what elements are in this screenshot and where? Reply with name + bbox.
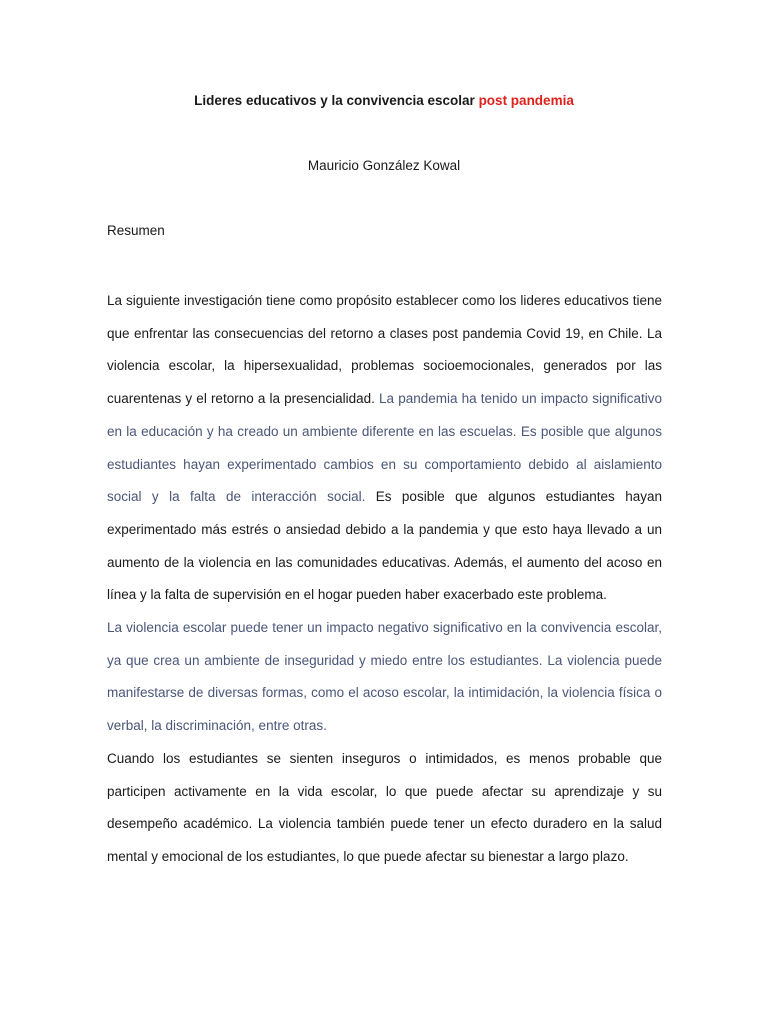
paragraph-1-part-c: Es posible que algunos estudiantes hayan experimentado más estrés o ansiedad debido a la pandemia y que esto haya llevado a un aumento de la violencia en las comunidades educativas. Además, el aumento del acoso en línea y la falta de supervisión en el hogar pueden haber exacerbado este problema. [107, 489, 662, 603]
document-title [0, 91, 768, 111]
abstract-body [107, 285, 662, 874]
title-main-text: Lideres educativos y la convivencia escolar [194, 93, 479, 108]
paragraph-1-part-b: La pandemia ha tenido un impacto significativo en la educación y ha creado un ambiente diferente en las escuelas. Es posible que algunos estudiantes hayan experimentado cambios en su comportamiento debido al aislamiento social y la falta de interacción social. [107, 391, 662, 505]
paragraph-1-part-a: La siguiente investigación tiene como propósito establecer como los lideres educativos tiene que enfrentar las consecuencias del retorno a clases post pandemia Covid 19, en Chile. La violencia escolar, la hipersexualidad, problemas socioemocionales, generados por las cuarentenas y el retorno a la presencialidad. [107, 293, 662, 407]
author-name: Mauricio González Kowal [307, 158, 461, 173]
title-highlight-text: post pandemia [478, 93, 574, 108]
paragraph-3: Cuando los estudiantes se sienten inseguros o intimidados, es menos probable que participen activamente en la vida escolar, lo que puede afectar su aprendizaje y su desempeño académico. La violencia también puede tener un efecto duradero en la salud mental y emocional de los estudiantes, lo que puede afectar su bienestar a largo plazo. [107, 750, 662, 864]
paragraph-1 [107, 285, 662, 612]
section-heading-resumen: Resumen [107, 223, 165, 238]
paragraph-2: La violencia escolar puede tener un impacto negativo significativo en la convivencia escolar, ya que crea un ambiente de inseguridad y miedo entre los estudiantes. La violencia puede manifestarse de diversas formas, como el acoso escolar, la intimidación, la violencia física o verbal, la discriminación, entre otras. [107, 620, 662, 734]
